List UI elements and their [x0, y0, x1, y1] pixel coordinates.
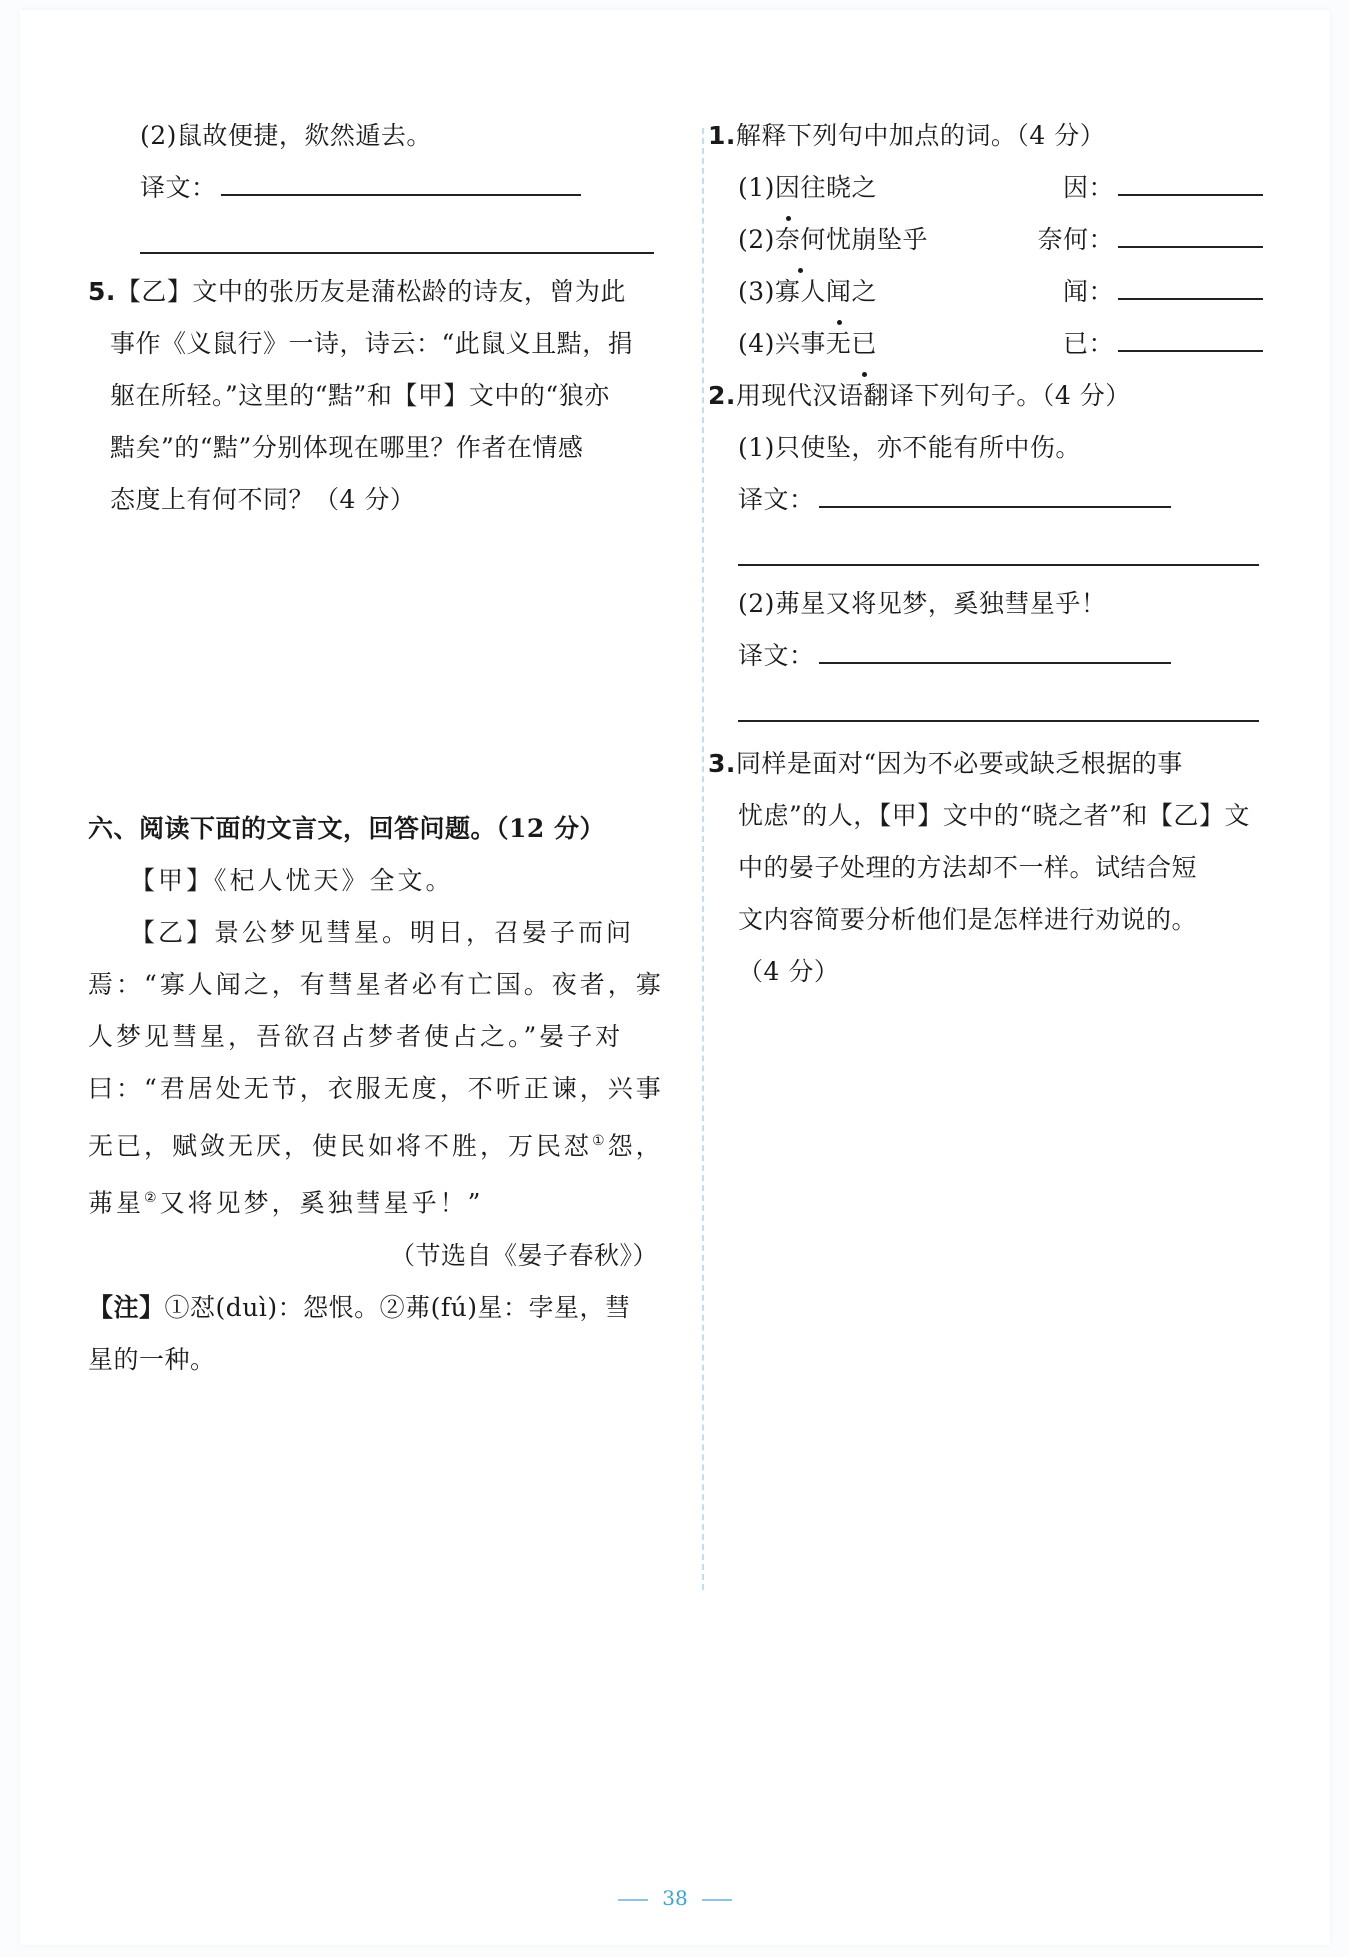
vocab-item: (3)寡人闻之 闻： — [708, 266, 1263, 318]
question-3-line: （4 分） — [738, 957, 840, 986]
notes: 【注】①怼(duì)：怨恨。②茀(fú)星：孛星，彗 — [88, 1292, 631, 1322]
answer-blank[interactable] — [1118, 292, 1263, 300]
question-3-line: 3.同样是面对“因为不必要或缺乏根据的事 — [708, 749, 1183, 778]
question-number: 3. — [708, 749, 736, 778]
question-number: 5. — [88, 277, 116, 306]
answer-blank[interactable] — [819, 500, 1171, 508]
notes-label: 【注】 — [88, 1292, 165, 1322]
question-5-line: 事作《义鼠行》一诗，诗云：“此鼠义且黠，捐 — [110, 329, 634, 358]
left-column — [88, 110, 664, 1374]
right-column — [708, 110, 1263, 998]
question-3-line: 文内容简要分析他们是怎样进行劝说的。 — [738, 905, 1198, 934]
prev-question-item: (2)鼠故便捷，欻然遁去。 — [140, 121, 432, 150]
passage-yi-line: 茀星②又将见梦，奚独彗星乎！” — [88, 1188, 484, 1218]
sentence-1: (1)只使坠，亦不能有所中伤。 — [738, 433, 1081, 462]
passage-yi-line: 【乙】景公梦见彗星。明日，召晏子而问 — [130, 918, 635, 947]
translation-row — [708, 474, 1263, 526]
question-5 — [88, 266, 658, 526]
section-heading: 六、阅读下面的文言文，回答问题。（12 分） — [88, 814, 605, 843]
translation-label: 译文： — [140, 173, 217, 202]
sentence-2: (2)茀星又将见梦，奚独彗星乎！ — [738, 589, 1107, 618]
note-marker: ② — [144, 1190, 160, 1207]
translation-row — [708, 630, 1263, 682]
passage-yi-line: 焉：“寡人闻之，有彗星者必有亡国。夜者，寡 — [88, 970, 664, 999]
question-3-line: 忧虑”的人，【甲】文中的“晓之者”和【乙】文 — [738, 801, 1250, 830]
dotted-word: 奈何 — [775, 214, 826, 266]
question-5-line: 黠矣”的“黠”分别体现在哪里？作者在情感 — [110, 433, 584, 462]
answer-line[interactable] — [708, 682, 1263, 734]
passage-source: （节选自《晏子春秋》） — [389, 1240, 658, 1270]
page-number: 38 — [0, 1886, 1350, 1910]
answer-blank[interactable] — [1118, 344, 1263, 352]
translation-label: 译文： — [738, 641, 815, 670]
question-5-line: 躯在所轻。”这里的“黠”和【甲】文中的“狼亦 — [110, 381, 610, 410]
answer-blank[interactable] — [819, 656, 1171, 664]
question-3-line: 中的晏子处理的方法却不一样。试结合短 — [738, 853, 1198, 882]
vocab-item: (1)因往晓之 因： — [708, 162, 1263, 214]
passage-yi-line: 无已，赋敛无厌，使民如将不胜，万民怼①怨， — [88, 1131, 664, 1161]
dotted-word: 因 — [775, 162, 801, 214]
question-2-prompt: 2.用现代汉语翻译下列句子。（4 分） — [708, 381, 1131, 410]
question-5-line: 5.【乙】文中的张历友是蒲松龄的诗友，曾为此 — [88, 277, 626, 306]
note-marker: ① — [592, 1133, 608, 1149]
question-1 — [708, 110, 1263, 370]
dotted-word: 闻 — [826, 266, 852, 318]
answer-blank[interactable] — [1118, 188, 1263, 196]
dotted-word: 已 — [851, 318, 877, 370]
notes-line: 星的一种。 — [88, 1344, 216, 1374]
section-6 — [88, 803, 664, 1386]
translation-row — [110, 162, 658, 214]
passage-yi-line: 人梦见彗星，吾欲召占梦者使占之。”晏子对 — [88, 1022, 624, 1051]
column-divider — [702, 128, 704, 1590]
question-5-line: 态度上有何不同？（4 分） — [110, 485, 416, 514]
answer-blank[interactable] — [1118, 240, 1263, 248]
answer-line[interactable] — [110, 214, 658, 266]
passage-jia: 【甲】《杞人忧天》全文。 — [130, 866, 454, 895]
translation-label: 译文： — [738, 485, 815, 514]
question-number: 2. — [708, 381, 736, 410]
vocab-item: (2)奈何忧崩坠乎 奈何： — [708, 214, 1263, 266]
vocab-item: (4)兴事无已 已： — [708, 318, 1263, 370]
question-2 — [708, 370, 1263, 734]
question-number: 1. — [708, 121, 736, 150]
question-3 — [708, 738, 1263, 998]
answer-blank[interactable] — [221, 188, 581, 196]
passage-yi-line: 曰：“君居处无节，衣服无度，不听正谏，兴事 — [88, 1074, 664, 1103]
page-number-dash — [618, 1899, 648, 1901]
page-number-dash — [702, 1899, 732, 1901]
answer-line[interactable] — [708, 526, 1263, 578]
question-1-prompt: 1.解释下列句中加点的词。（4 分） — [708, 121, 1106, 150]
